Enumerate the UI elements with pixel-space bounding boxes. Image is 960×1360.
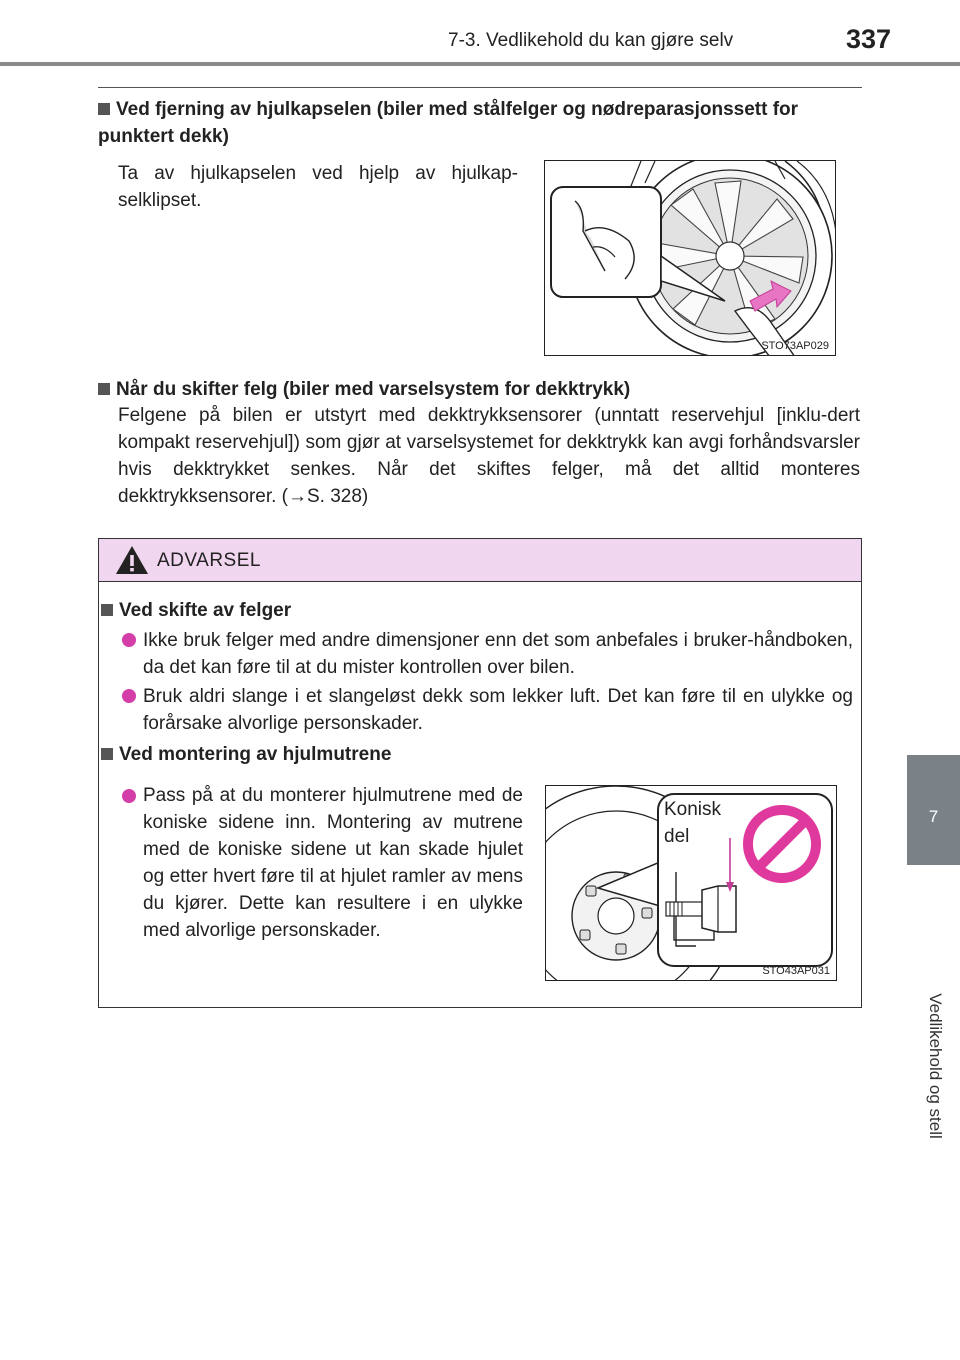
square-bullet-icon: [101, 748, 113, 760]
square-bullet-icon: [98, 103, 110, 115]
warning-item: Ikke bruk felger med andre dimensjoner enn det som anbefales i bruker-håndboken, da det kan føre til at du mister kontrollen over bilen.: [143, 630, 853, 678]
bullet-icon: [122, 633, 136, 647]
figure-caption: STO73AP029: [761, 340, 829, 352]
warning-item: Pass på at du monterer hjulmutrene med de koniske sidene inn. Montering av mutrene med de koniske sidene ut kan skade hjulet og etter hvert føre til at hjulet ramler av mens du kjører. Dette kan resultere i en ulykke med alvorlige personskader.: [143, 785, 523, 941]
hubcap-removal-illustration: [544, 160, 836, 356]
warning-triangle-icon: [115, 545, 149, 575]
figure-caption: STO43AP031: [762, 965, 830, 977]
header-rule: [0, 62, 960, 66]
section-heading-text: Ved fjerning av hjulkapselen (biler med stålfelger og nødreparasjonssett for punktert dekk): [98, 99, 799, 147]
warning-group-heading-text: Ved skifte av felger: [119, 600, 292, 621]
divider: [98, 87, 862, 88]
chapter-tab[interactable]: [907, 755, 960, 865]
page-header: [0, 0, 960, 66]
bullet-icon: [122, 689, 136, 703]
section-heading: [98, 376, 862, 403]
warning-header: [99, 539, 861, 582]
page-number: 337: [846, 24, 892, 54]
warning-group-heading: [101, 597, 841, 624]
warning-group-heading-text: Ved montering av hjulmutrene: [119, 744, 392, 765]
bullet-icon: [122, 789, 136, 803]
warning-box: [98, 538, 862, 1008]
section-text: Ta av hjulkapselen ved hjelp av hjulkap-selklipset.: [118, 163, 518, 211]
warning-item: Bruk aldri slange i et slangeløst dekk som lekker luft. Det kan føre til en ulykke og forårsake alvorlige personskader.: [143, 686, 853, 734]
section-heading-text: Når du skifter felg (biler med varselsystem for dekktrykk): [116, 379, 631, 400]
warning-title: ADVARSEL: [157, 550, 261, 571]
section-heading: [98, 96, 862, 150]
chapter-title: Vedlikehold og stell: [926, 993, 945, 1139]
wheel-nut-illustration: [545, 785, 837, 981]
wheel-hubcap-drawing: [545, 161, 836, 356]
square-bullet-icon: [101, 604, 113, 616]
warning-group-heading: [101, 741, 841, 768]
section-title: 7-3. Vedlikehold du kan gjøre selv: [448, 30, 734, 51]
figure-label: Konisk del: [664, 799, 722, 847]
section-text: Felgene på bilen er utstyrt med dekktrykksensorer (unntatt reservehjul [inklu-dert kompakt reservehjul]) som gjør at varselsystemet for dekktrykk kan avgi forhåndsvarsler hvis dekktrykket senkes. Når det skiftes felger, må det alltid monteres dekktrykksensorer. (→S. 328): [118, 405, 860, 507]
square-bullet-icon: [98, 383, 110, 395]
chapter-number: 7: [928, 807, 939, 826]
